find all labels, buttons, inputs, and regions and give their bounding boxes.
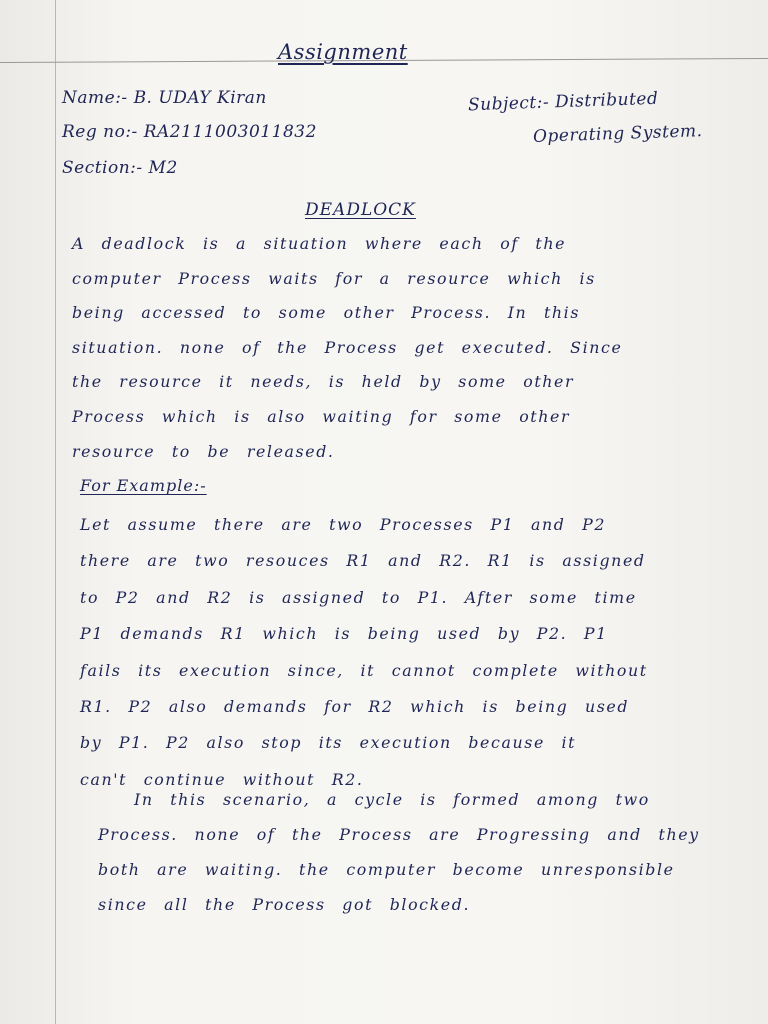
text-line: situation. none of the Process get executed. Since (72, 337, 623, 357)
deadlock-heading: DEADLOCK (305, 200, 416, 220)
text-line: Process which is also waiting for some other (72, 406, 571, 426)
text-line: resource to be released. (72, 441, 335, 461)
text-line: Let assume there are two Processes P1 and P2 (80, 515, 606, 534)
assignment-title: Assignment (278, 40, 408, 64)
text-line: P1 demands R1 which is being used by P2. P1 (80, 624, 608, 644)
text-line: to P2 and R2 is assigned to P1. After some time (80, 587, 637, 607)
text-line: by P1. P2 also stop its execution because it (80, 733, 577, 753)
text-line: can't continue without R2. (80, 769, 364, 789)
example-heading: For Example:- (80, 476, 207, 495)
definition-paragraph (72, 234, 762, 476)
conclusion-paragraph (98, 790, 758, 930)
text-line: both are waiting. the computer become unresponsible (98, 860, 675, 879)
text-line: Process. none of the Process are Progressing and they (98, 825, 700, 844)
margin-line (55, 0, 56, 1024)
subject-line-1: Subject:- Distributed (467, 88, 659, 116)
text-line: since all the Process got blocked. (98, 895, 471, 914)
text-line: there are two resouces R1 and R2. R1 is assigned (80, 551, 646, 571)
subject-line-2: Operating System. (532, 121, 703, 147)
text-line: In this scenario, a cycle is formed among two (134, 790, 650, 809)
text-line: fails its execution since, it cannot complete without (80, 660, 648, 680)
student-name: Name:- B. UDAY Kiran (62, 88, 267, 108)
text-line: being accessed to some other Process. In this (72, 303, 581, 323)
section-label: Section:- M2 (62, 158, 178, 178)
text-line: R1. P2 also demands for R2 which is being used (80, 696, 630, 716)
text-line: A deadlock is a situation where each of the (72, 234, 567, 253)
registration-number: Reg no:- RA2111003011832 (62, 122, 317, 142)
text-line: computer Process waits for a resource which is (72, 268, 596, 288)
text-line: the resource it needs, is held by some other (72, 372, 575, 392)
example-paragraph (80, 515, 760, 806)
